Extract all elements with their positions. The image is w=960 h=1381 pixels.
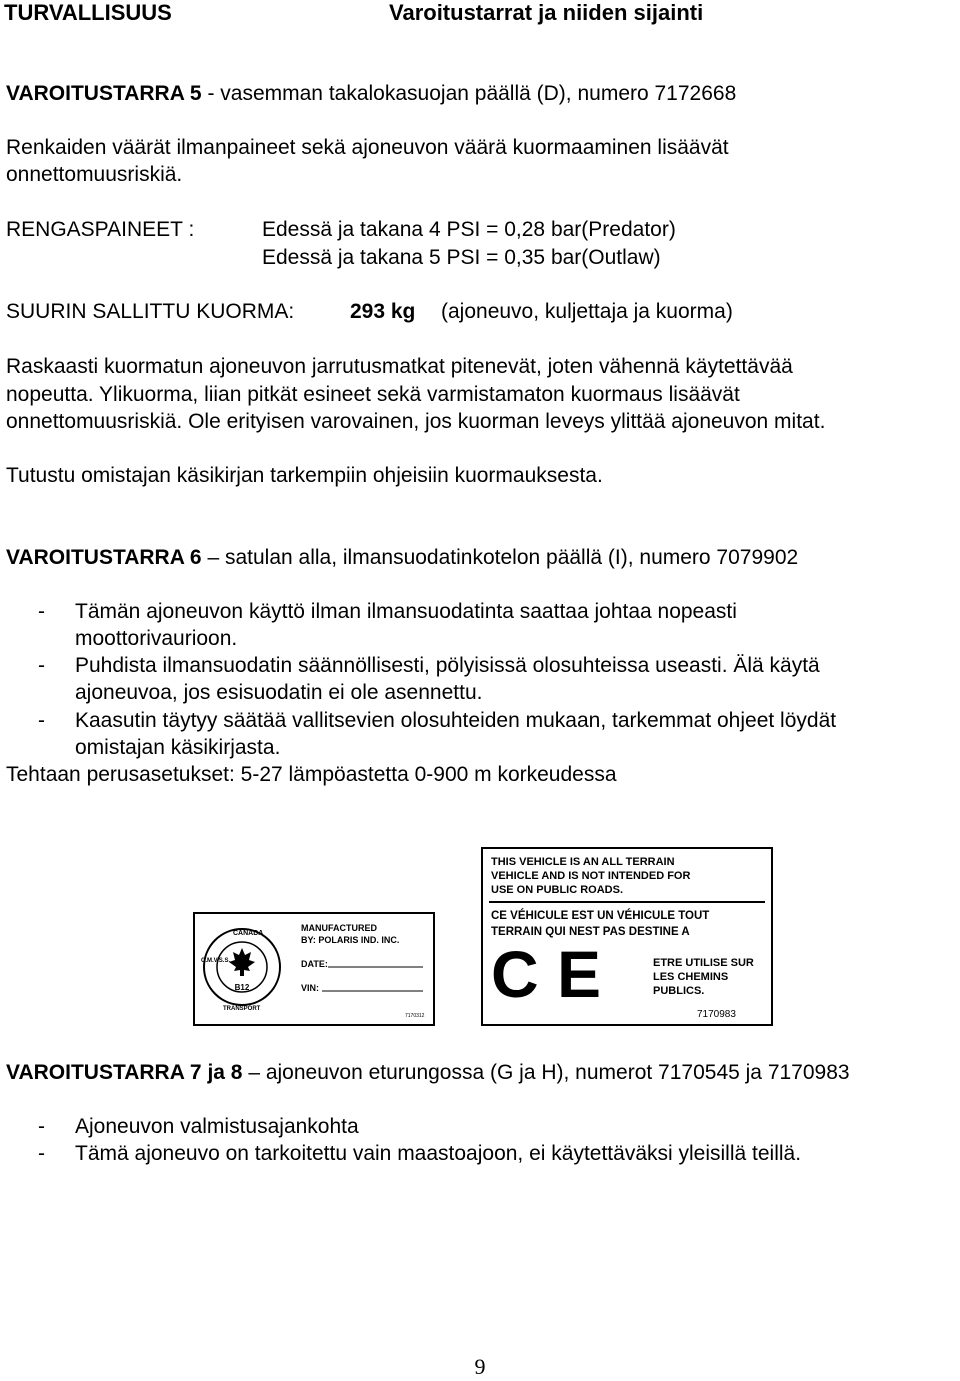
offroad-warning-label [481,847,773,1026]
label-number: 7170983 [697,1009,736,1020]
seal-bottom-text: TRANSPORT [223,1006,261,1012]
section6-bullet1-line2: moottorivaurioon. [75,627,238,650]
page-number: 9 [474,1354,486,1379]
section5-para3: Tutustu omistajan käsikirjan tarkempiin ohjeisiin kuormauksesta. [6,464,603,487]
en-line3: USE ON PUBLIC ROADS. [491,884,624,896]
mfg-line2: BY: POLARIS IND. INC. [301,935,400,945]
section6-bullet2-line2: ajoneuvoa, jos esisuodatin ei ole asennettu. [75,681,483,704]
manufacturer-label [193,912,435,1026]
mfg-line1: MANUFACTURED [301,923,377,933]
fr-line1: CE VÉHICULE EST UN VÉHICULE TOUT [491,910,710,922]
fr2-line2: LES CHEMINS [653,971,729,983]
offroad-warning-graphic [483,849,771,1024]
header-right: Varoitustarrat ja niiden sijainti [389,0,704,25]
date-label: DATE: [301,959,328,969]
bullet-text: Tämän ajoneuvon käyttö ilman ilmansuodatinta saattaa johtaa nopeasti [75,600,737,623]
tire-pressure-value-2: Edessä ja takana 5 PSI = 0,35 bar(Outlaw) [262,246,661,269]
bullet-text: Puhdista ilmansuodatin säännöllisesti, pölyisissä olosuhteissa useasti. Älä käytä [75,654,820,677]
section5-para2-line1: Raskaasti kuormatun ajoneuvon jarrutusmatkat pitenevät, joten vähennä käytettävää [6,355,793,378]
fr2-line1: ETRE UTILISE SUR [653,957,754,969]
section5-title [6,80,736,107]
bullet-dash: - [38,654,45,677]
bullet-dash: - [38,709,45,732]
section5-para2-line3: onnettomuusriskiä. Ole erityisen varovainen, jos kuorman leveys ylittää ajoneuvon mitat. [6,410,826,433]
max-load-label: SUURIN SALLITTU KUORMA: [6,300,295,323]
bullet-dash: - [38,600,45,623]
section6-title-bold: VAROITUSTARRA 6 [6,546,202,569]
fr-line2: TERRAIN QUI NEST PAS DESTINE A [491,926,690,938]
header-left: TURVALLISUUS [4,0,172,25]
seal-center-text: B12 [234,983,250,992]
section5-para1-line1: Renkaiden väärät ilmanpaineet sekä ajoneuvon väärä kuormaaminen lisäävät [6,136,729,159]
bullet-text: Kaasutin täytyy säätää vallitsevien olosuhteiden mukaan, tarkemmat ohjeet löydät [75,709,837,732]
en-line1: THIS VEHICLE IS AN ALL TERRAIN [491,856,675,868]
section5-para2-line2: nopeutta. Ylikuorma, liian pitkät esineet sekä varmistamaton kuormaus lisäävät [6,383,740,406]
section78-title [6,1059,850,1086]
section6-title-rest: – satulan alla, ilmansuodatinkotelon päällä (I), numero 7079902 [201,546,799,569]
bullet-dash: - [38,1115,45,1138]
manufacturer-label-graphic [195,914,433,1024]
seal-left-text: C.M.V.S.S. [201,958,231,964]
section5-title-bold: VAROITUSTARRA 5 [6,82,202,105]
section78-title-rest: – ajoneuvon eturungossa (G ja H), numerot 7170545 ja 7170983 [242,1061,850,1084]
section5-para1-line2: onnettomuusriskiä. [6,163,183,186]
bullet-text: Ajoneuvon valmistusajankohta [75,1115,359,1138]
maple-leaf-icon [229,948,255,976]
max-load-note: (ajoneuvo, kuljettaja ja kuorma) [441,300,733,323]
section78-title-bold: VAROITUSTARRA 7 ja 8 [6,1061,243,1084]
section6-bullet3-line2: omistajan käsikirjasta. [75,736,281,759]
tire-pressure-value-1: Edessä ja takana 4 PSI = 0,28 bar(Predator) [262,218,676,241]
bullet-dash: - [38,1142,45,1165]
fr2-line3: PUBLICS. [653,985,705,997]
tire-pressure-label: RENGASPAINEET : [6,218,195,241]
section6-title [6,544,798,571]
section5-title-rest: - vasemman takalokasuojan päällä (D), numero 7172668 [201,82,737,105]
seal-top-text: CANADA [233,930,264,937]
en-line2: VEHICLE AND IS NOT INTENDED FOR [491,870,691,882]
vin-label: VIN: [301,983,319,993]
bullet-text: Tämä ajoneuvo on tarkoitettu vain maastoajoon, ei käytettäväksi yleisillä teillä. [75,1142,802,1165]
ce-mark-icon: CE [491,937,601,1011]
factory-settings: Tehtaan perusasetukset: 5-27 lämpöastetta 0-900 m korkeudessa [6,763,617,786]
max-load-value: 293 kg [350,300,416,323]
label-code: 7170312 [405,1013,425,1019]
